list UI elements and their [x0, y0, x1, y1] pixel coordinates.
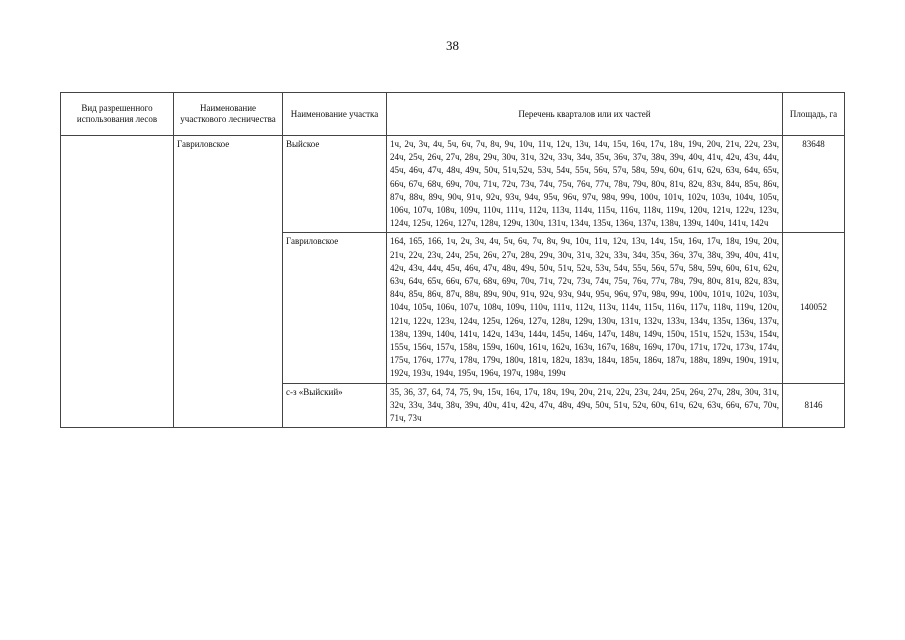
- quarters-cell: 35, 36, 37, 64, 74, 75, 9ч, 15ч, 16ч, 17ч, 18ч, 19ч, 20ч, 21ч, 22ч, 23ч, 24ч, 25ч, 26ч, 27ч, 28ч, 30ч, 31ч, 32ч, 33ч, 34ч, 38ч, 39ч, 40ч, 41ч, 42ч, 47ч, 48ч, 49ч, 50ч, 51ч, 52ч, 60ч, 61ч, 62ч, 63ч, 66ч, 67ч, 70ч, 71ч, 73ч: [387, 383, 783, 428]
- quarters-cell: 164, 165, 166, 1ч, 2ч, 3ч, 4ч, 5ч, 6ч, 7ч, 8ч, 9ч, 10ч, 11ч, 12ч, 13ч, 14ч, 15ч, 16ч, 17ч, 18ч, 19ч, 20ч, 21ч, 22ч, 23ч, 24ч, 25ч, 26ч, 27ч, 28ч, 29ч, 30ч, 31ч, 32ч, 33ч, 34ч, 35ч, 36ч, 37ч, 38ч, 39ч, 40ч, 41ч, 42ч, 43ч, 44ч, 45ч, 46ч, 47ч, 48ч, 49ч, 50ч, 51ч, 52ч, 53ч, 54ч, 55ч, 56ч, 57ч, 58ч, 59ч, 60ч, 61ч, 62ч, 63ч, 64ч, 65ч, 66ч, 67ч, 68ч, 69ч, 70ч, 71ч, 72ч, 73ч, 74ч, 75ч, 76ч, 77ч, 78ч, 79ч, 80ч, 81ч, 82ч, 83ч, 84ч, 85ч, 86ч, 87ч, 88ч, 89ч, 90ч, 91ч, 92ч, 93ч, 94ч, 95ч, 96ч, 97ч, 98ч, 99ч, 100ч, 101ч, 102ч, 103ч, 104ч, 105ч, 106ч, 107ч, 108ч, 109ч, 110ч, 111ч, 112ч, 113ч, 114ч, 115ч, 116ч, 117ч, 118ч, 119ч, 120ч, 121ч, 122ч, 123ч, 124ч, 125ч, 126ч, 127ч, 128ч, 129ч, 130ч, 131ч, 132ч, 133ч, 134ч, 135ч, 136ч, 137ч, 138ч, 139ч, 140ч, 141ч, 142ч, 143ч, 144ч, 145ч, 146ч, 147ч, 148ч, 149ч, 150ч, 151ч, 152ч, 153ч, 154ч, 155ч, 156ч, 157ч, 158ч, 159ч, 160ч, 161ч, 162ч, 163ч, 167ч, 168ч, 169ч, 170ч, 171ч, 172ч, 173ч, 174ч, 175ч, 176ч, 177ч, 178ч, 179ч, 180ч, 181ч, 182ч, 183ч, 184ч, 185ч, 186ч, 187ч, 188ч, 189ч, 190ч, 191ч, 192ч, 193ч, 194ч, 195ч, 196ч, 197ч, 198ч, 199ч: [387, 233, 783, 383]
- header-forestry: Наименование участкового лесничества: [174, 93, 283, 136]
- plot-cell: с-з «Выйский»: [283, 383, 387, 428]
- forest-use-table: [60, 92, 845, 428]
- header-use-type: Вид разрешенного использования лесов: [61, 93, 174, 136]
- header-plot: Наименование участка: [283, 93, 387, 136]
- plot-cell: Выйское: [283, 136, 387, 233]
- use-type-cell: [61, 136, 174, 428]
- table-row: [61, 136, 845, 233]
- header-quarters: Перечень кварталов или их частей: [387, 93, 783, 136]
- page-number: 38: [446, 38, 459, 53]
- plot-cell: Гавриловское: [283, 233, 387, 383]
- table-header-row: [61, 93, 845, 136]
- area-cell: 83648: [783, 136, 845, 233]
- quarters-cell: 1ч, 2ч, 3ч, 4ч, 5ч, 6ч, 7ч, 8ч, 9ч, 10ч, 11ч, 12ч, 13ч, 14ч, 15ч, 16ч, 17ч, 18ч, 19ч, 20ч, 21ч, 22ч, 23ч, 24ч, 25ч, 26ч, 27ч, 28ч, 29ч, 30ч, 31ч, 32ч, 33ч, 34ч, 35ч, 36ч, 37ч, 38ч, 39ч, 40ч, 41ч, 42ч, 43ч, 44ч, 45ч, 46ч, 47ч, 48ч, 49ч, 50ч, 51ч,52ч, 53ч, 54ч, 55ч, 56ч, 57ч, 58ч, 59ч, 60ч, 61ч, 62ч, 63ч, 64ч, 65ч, 66ч, 67ч, 68ч, 69ч, 70ч, 71ч, 72ч, 73ч, 74ч, 75ч, 76ч, 77ч, 78ч, 79ч, 80ч, 81ч, 82ч, 83ч, 84ч, 85ч, 86ч, 87ч, 88ч, 89ч, 90ч, 91ч, 92ч, 93ч, 94ч, 95ч, 96ч, 97ч, 98ч, 99ч, 100ч, 101ч, 102ч, 103ч, 104ч, 105ч, 106ч, 107ч, 108ч, 109ч, 110ч, 111ч, 112ч, 113ч, 114ч, 115ч, 116ч, 118ч, 119ч, 120ч, 121ч, 122ч, 123ч, 124ч, 125ч, 126ч, 127ч, 128ч, 129ч, 130ч, 131ч, 134ч, 135ч, 136ч, 137ч, 138ч, 139ч, 140ч, 141ч, 142ч: [387, 136, 783, 233]
- area-cell: 8146: [783, 383, 845, 428]
- area-cell: 140052: [783, 233, 845, 383]
- forestry-cell: Гавриловское: [174, 136, 283, 428]
- header-area: Площадь, га: [783, 93, 845, 136]
